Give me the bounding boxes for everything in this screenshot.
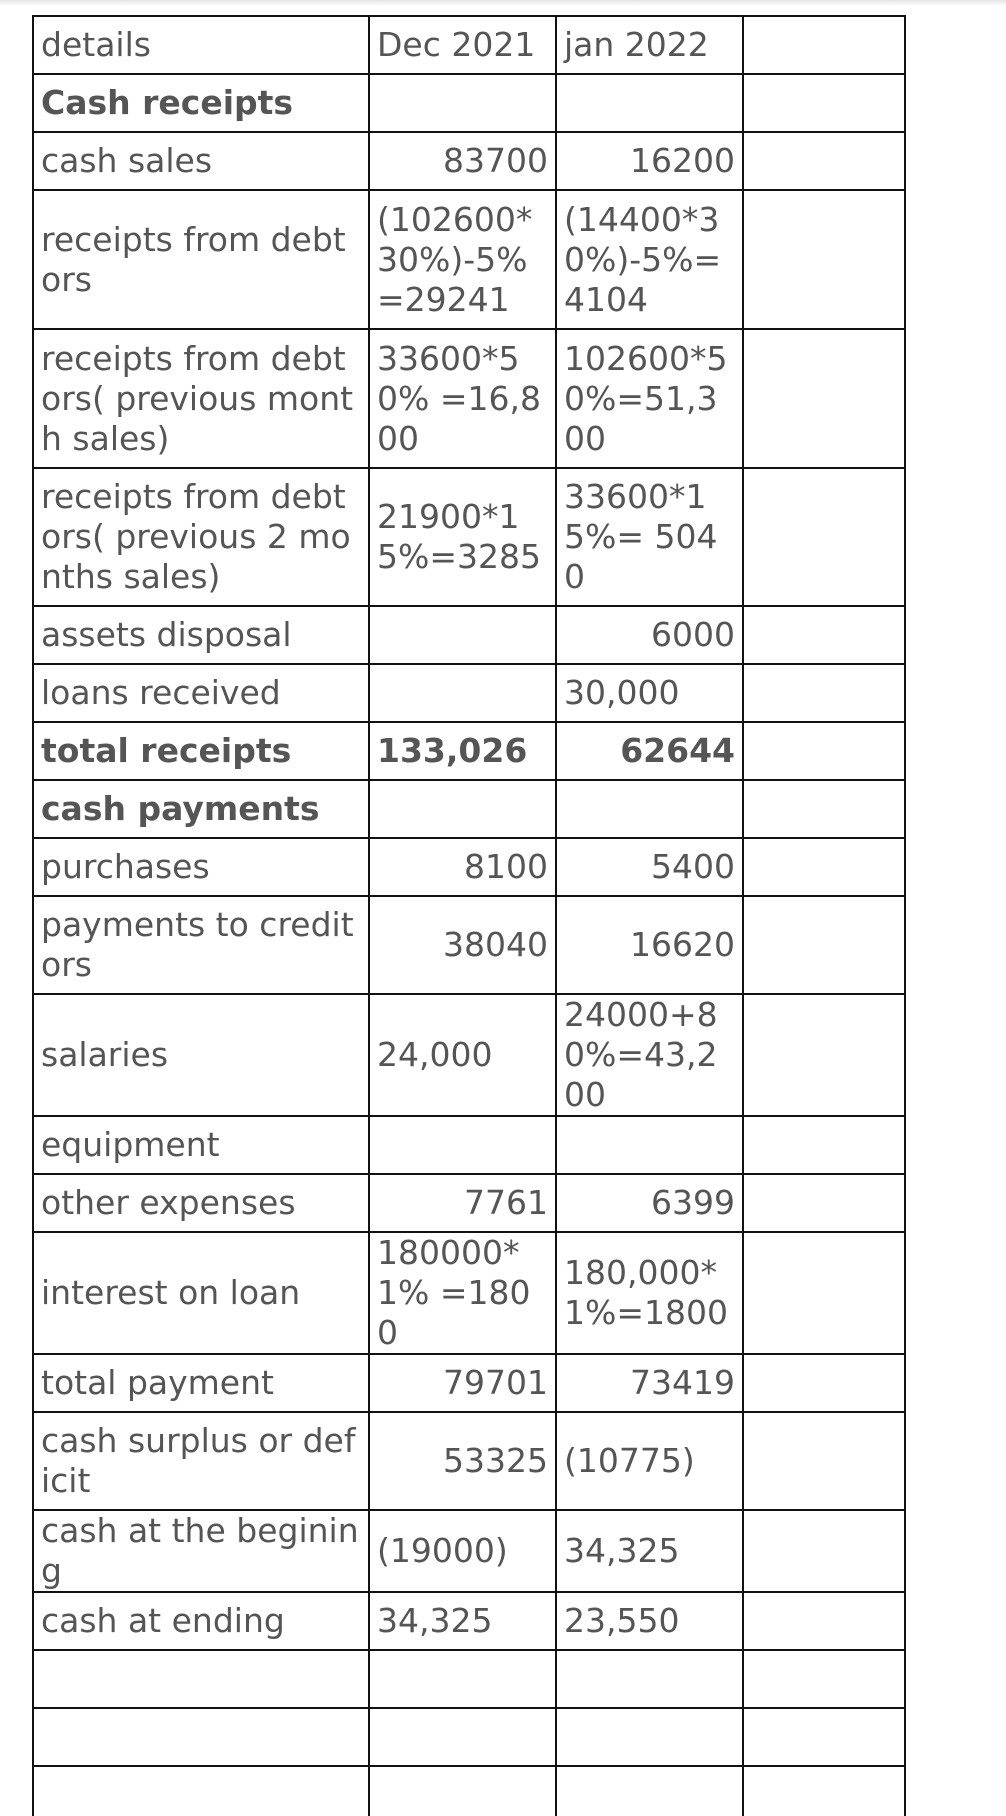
table-row bbox=[33, 1766, 905, 1816]
details-cell: cash surplus or deficit bbox=[33, 1412, 369, 1510]
extra-cell bbox=[743, 1650, 905, 1708]
jan-2022-cell: 180,000* 1%=1800 bbox=[556, 1232, 743, 1354]
extra-cell bbox=[743, 1174, 905, 1232]
details-cell: equipment bbox=[33, 1116, 369, 1174]
dec-2021-cell bbox=[369, 74, 556, 132]
jan-2022-cell: 34,325 bbox=[556, 1510, 743, 1592]
extra-cell bbox=[743, 994, 905, 1116]
extra-cell bbox=[743, 1412, 905, 1510]
details-cell: payments to creditors bbox=[33, 896, 369, 994]
jan-2022-cell: 33600*15%= 5040 bbox=[556, 468, 743, 606]
dec-2021-cell: 79701 bbox=[369, 1354, 556, 1412]
table-row bbox=[33, 1232, 905, 1354]
extra-cell bbox=[743, 1510, 905, 1592]
extra-cell bbox=[743, 190, 905, 329]
details-cell: cash payments bbox=[33, 780, 369, 838]
table-row bbox=[33, 780, 905, 838]
details-cell: cash at the begining bbox=[33, 1510, 369, 1592]
table-row bbox=[33, 1412, 905, 1510]
details-cell bbox=[33, 1766, 369, 1816]
dec-2021-cell: 83700 bbox=[369, 132, 556, 190]
jan-2022-cell: (10775) bbox=[556, 1412, 743, 1510]
dec-2021-cell bbox=[369, 1708, 556, 1766]
jan-2022-cell: 23,550 bbox=[556, 1592, 743, 1650]
jan-2022-cell: 30,000 bbox=[556, 664, 743, 722]
details-cell: receipts from debtors( previous 2 months sales) bbox=[33, 468, 369, 606]
jan-2022-cell: jan 2022 bbox=[556, 16, 743, 74]
dec-2021-cell bbox=[369, 780, 556, 838]
details-cell: assets disposal bbox=[33, 606, 369, 664]
table-row bbox=[33, 722, 905, 780]
jan-2022-cell bbox=[556, 74, 743, 132]
jan-2022-cell bbox=[556, 1650, 743, 1708]
dec-2021-cell: 38040 bbox=[369, 896, 556, 994]
extra-cell bbox=[743, 606, 905, 664]
details-cell: total payment bbox=[33, 1354, 369, 1412]
jan-2022-cell: 73419 bbox=[556, 1354, 743, 1412]
extra-cell bbox=[743, 1592, 905, 1650]
details-cell: salaries bbox=[33, 994, 369, 1116]
details-cell: Cash receipts bbox=[33, 74, 369, 132]
extra-cell bbox=[743, 74, 905, 132]
jan-2022-cell: (14400*30%)-5%=4104 bbox=[556, 190, 743, 329]
dec-2021-cell bbox=[369, 1766, 556, 1816]
jan-2022-cell: 102600*50%=51,300 bbox=[556, 329, 743, 468]
details-cell: cash sales bbox=[33, 132, 369, 190]
extra-cell bbox=[743, 1766, 905, 1816]
jan-2022-cell: 16620 bbox=[556, 896, 743, 994]
table-row bbox=[33, 329, 905, 468]
jan-2022-cell: 16200 bbox=[556, 132, 743, 190]
extra-cell bbox=[743, 1354, 905, 1412]
dec-2021-cell: 53325 bbox=[369, 1412, 556, 1510]
table-row bbox=[33, 664, 905, 722]
extra-cell bbox=[743, 1116, 905, 1174]
jan-2022-cell bbox=[556, 1766, 743, 1816]
table-row bbox=[33, 16, 905, 74]
extra-cell bbox=[743, 329, 905, 468]
table-row bbox=[33, 1354, 905, 1412]
extra-cell bbox=[743, 896, 905, 994]
extra-cell bbox=[743, 1232, 905, 1354]
dec-2021-cell: 133,026 bbox=[369, 722, 556, 780]
cash-budget-table bbox=[32, 15, 906, 1816]
details-cell: interest on loan bbox=[33, 1232, 369, 1354]
dec-2021-cell bbox=[369, 1650, 556, 1708]
jan-2022-cell: 6000 bbox=[556, 606, 743, 664]
table-body bbox=[33, 16, 905, 1816]
dec-2021-cell: 21900*15%=3285 bbox=[369, 468, 556, 606]
table-row bbox=[33, 1592, 905, 1650]
dec-2021-cell: 24,000 bbox=[369, 994, 556, 1116]
table-row bbox=[33, 896, 905, 994]
details-cell: other expenses bbox=[33, 1174, 369, 1232]
table-row bbox=[33, 74, 905, 132]
dec-2021-cell: 8100 bbox=[369, 838, 556, 896]
details-cell: total receipts bbox=[33, 722, 369, 780]
table-row bbox=[33, 132, 905, 190]
details-cell: cash at ending bbox=[33, 1592, 369, 1650]
extra-cell bbox=[743, 16, 905, 74]
extra-cell bbox=[743, 664, 905, 722]
details-cell: receipts from debtors bbox=[33, 190, 369, 329]
table-row bbox=[33, 838, 905, 896]
table-row bbox=[33, 606, 905, 664]
dec-2021-cell: (19000) bbox=[369, 1510, 556, 1592]
details-cell: details bbox=[33, 16, 369, 74]
dec-2021-cell: 33600*50% =16,800 bbox=[369, 329, 556, 468]
jan-2022-cell: 24000+80%=43,200 bbox=[556, 994, 743, 1116]
jan-2022-cell bbox=[556, 1708, 743, 1766]
jan-2022-cell: 5400 bbox=[556, 838, 743, 896]
extra-cell bbox=[743, 132, 905, 190]
jan-2022-cell bbox=[556, 780, 743, 838]
dec-2021-cell bbox=[369, 664, 556, 722]
table-row bbox=[33, 994, 905, 1116]
details-cell: loans received bbox=[33, 664, 369, 722]
extra-cell bbox=[743, 1708, 905, 1766]
details-cell bbox=[33, 1708, 369, 1766]
table-row bbox=[33, 1116, 905, 1174]
extra-cell bbox=[743, 780, 905, 838]
jan-2022-cell: 6399 bbox=[556, 1174, 743, 1232]
table-row bbox=[33, 190, 905, 329]
dec-2021-cell bbox=[369, 1116, 556, 1174]
dec-2021-cell: 180000* 1% =1800 bbox=[369, 1232, 556, 1354]
dec-2021-cell: 34,325 bbox=[369, 1592, 556, 1650]
table-row bbox=[33, 1174, 905, 1232]
table-row bbox=[33, 1510, 905, 1592]
extra-cell bbox=[743, 838, 905, 896]
jan-2022-cell bbox=[556, 1116, 743, 1174]
dec-2021-cell: Dec 2021 bbox=[369, 16, 556, 74]
table-row bbox=[33, 1708, 905, 1766]
extra-cell bbox=[743, 722, 905, 780]
details-cell: purchases bbox=[33, 838, 369, 896]
details-cell: receipts from debtors( previous month sales) bbox=[33, 329, 369, 468]
jan-2022-cell: 62644 bbox=[556, 722, 743, 780]
table-row bbox=[33, 468, 905, 606]
dec-2021-cell: (102600*30%)-5% =29241 bbox=[369, 190, 556, 329]
extra-cell bbox=[743, 468, 905, 606]
dec-2021-cell: 7761 bbox=[369, 1174, 556, 1232]
details-cell bbox=[33, 1650, 369, 1708]
top-shadow bbox=[0, 0, 1006, 6]
table-row bbox=[33, 1650, 905, 1708]
dec-2021-cell bbox=[369, 606, 556, 664]
